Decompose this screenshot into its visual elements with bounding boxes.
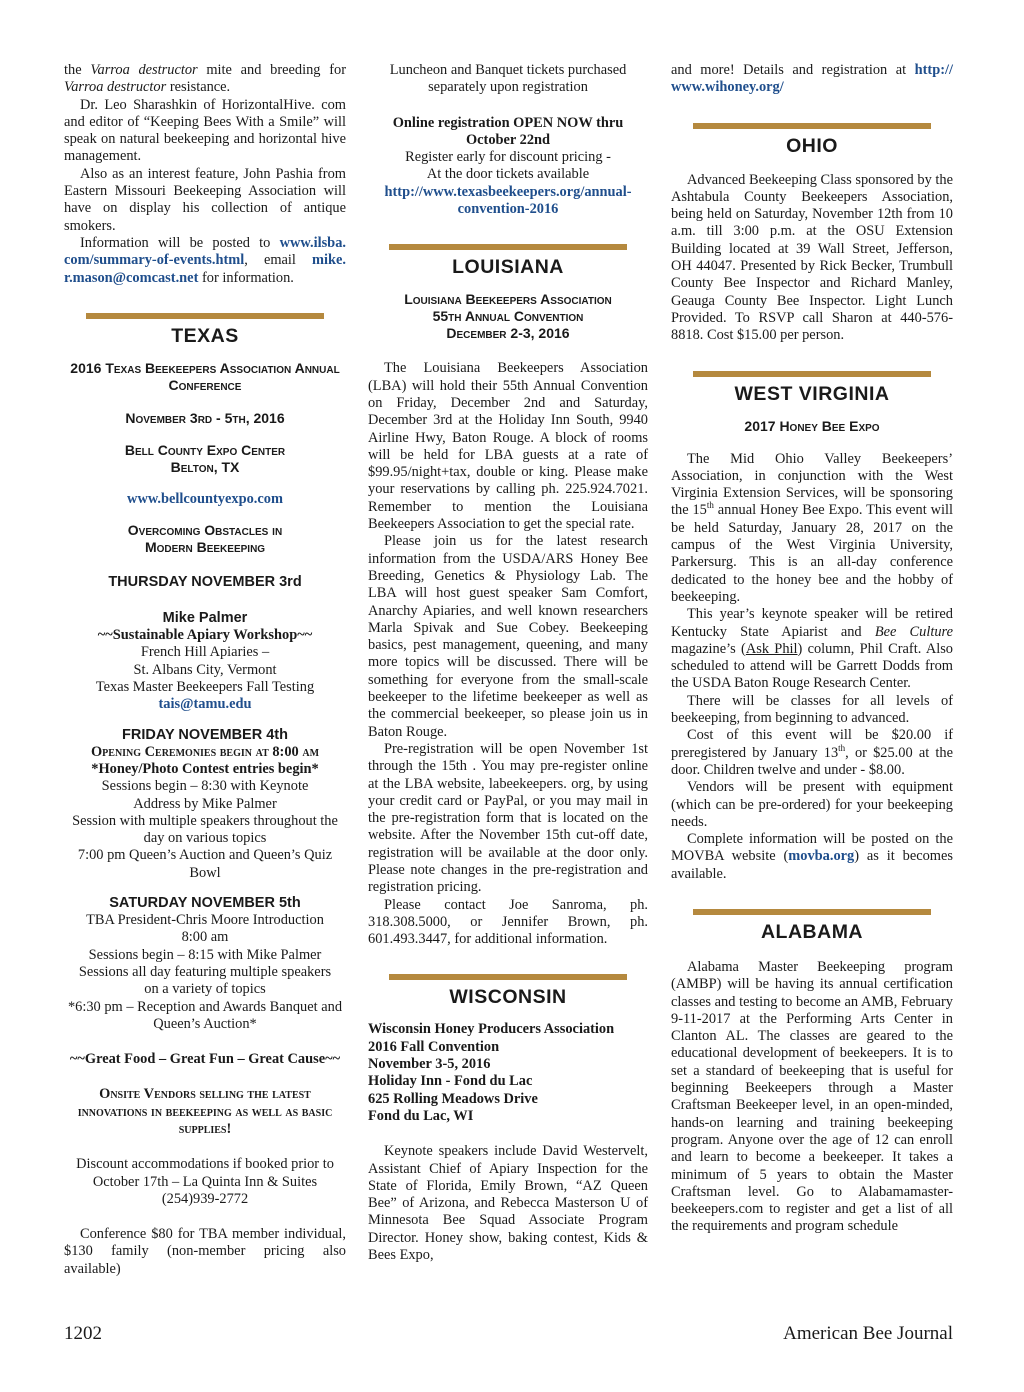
text: Complete information will be posted on the MOVBA website ( — [671, 831, 953, 865]
bellcounty-link[interactable]: www.bellcountyexpo.com — [127, 490, 283, 507]
opening-ceremonies — [64, 744, 346, 761]
friday-line-6: 7:00 pm Queen’s Auction and Queen’s Quiz Bowl — [77, 847, 333, 881]
slogan: ~~Great Food – Great Fun – Great Cause~~ — [69, 1051, 341, 1068]
wv-subtitle: 2017 Honey Bee Expo — [744, 417, 880, 434]
section-divider — [389, 244, 627, 250]
text: resistance. — [169, 79, 231, 96]
movba-link[interactable]: movba.org — [788, 848, 855, 865]
thursday-heading: THURSDAY NOVEMBER 3rd — [108, 574, 302, 591]
text: Information will be posted to — [80, 234, 271, 251]
friday-line-5: Session with multiple speakers throughout the day on various topics — [72, 812, 338, 847]
wisconsin-line-5: 625 Rolling Meadows Drive — [368, 1090, 538, 1107]
texas-city: Belton, TX — [170, 458, 240, 475]
workshop-title: ~~Sustainable Apiary Workshop~~ — [97, 627, 313, 644]
section-divider — [86, 313, 324, 319]
ohio-heading: OHIO — [786, 134, 838, 157]
apiary-name: French Hill Apiaries – — [140, 644, 270, 661]
texasbeekeepers-link[interactable]: http://www.texasbeekeepers.org/annual-convention-2016 — [384, 183, 632, 218]
saturday-line-1: TBA President-Chris Moore Introduction — [86, 912, 324, 929]
saturday-line-5: *6:30 pm – Reception and Awards Banquet and Queen’s Auction* — [67, 998, 343, 1032]
saturday-line-4: Sessions all day featuring multiple speakers on a variety of topics — [78, 963, 332, 998]
saturday-line-2: 8:00 am — [181, 929, 229, 946]
louisiana-paragraph-3: Pre-registration will be open November 1st through the 15th . You may pre-register online at the LBA website, labeekeepers. org, by using your credit card or PayPal, or you may mail in the pre-registration form that is located on the website. After the November 15th cut-off date, registration will be available at the door only. Please note changes in the pre-registration and registration pricing. — [368, 740, 648, 896]
louisiana-sub3: December 2-3, 2016 — [446, 325, 570, 342]
online-registration: Online registration OPEN NOW thru October 22nd — [392, 114, 624, 148]
friday-line-3: Sessions begin – 8:30 with Keynote — [101, 778, 309, 795]
text: for information. — [201, 269, 294, 286]
species-name: Varroa destructor — [64, 79, 167, 96]
text: Opening Ceremonies begin at — [90, 743, 269, 760]
wisconsin-line-4: Holiday Inn - Fond du Lac — [368, 1073, 533, 1090]
louisiana-heading: LOUISIANA — [452, 256, 564, 279]
text: annual Honey Bee Expo. This event will be held Saturday, January 28, 2017 on the campus of the West Virginia University, Parkersurg. This is an all-day conference dedicated to the honey bee and the hobby of beekeeping. — [671, 502, 953, 605]
ilsba-link[interactable]: www.ilsba. com/summary-of-events.html — [64, 234, 346, 269]
intro-paragraph-4 — [64, 235, 346, 287]
louisiana-sub2: 55th Annual Convention — [432, 308, 584, 325]
vendors-note: Onsite Vendors selling the latest innovations in beekeeping as well as basic supplies! — [77, 1086, 333, 1137]
cost-info: Conference $80 for TBA member individual, $130 family (non-member pricing also available) — [64, 1226, 346, 1277]
text: magazine’s ( — [671, 640, 746, 657]
text: ) as it becomes available. — [671, 848, 953, 882]
species-name: Varroa destructor — [90, 62, 198, 78]
banquet-note: Luncheon and Banquet tickets purchased separately upon registration — [389, 62, 627, 96]
wv-paragraph-3: There will be classes for all levels of beekeeping, from beginning to advanced. — [671, 692, 953, 727]
alabama-heading: ALABAMA — [760, 920, 864, 943]
wisconsin-heading: WISCONSIN — [449, 986, 567, 1009]
text: , email — [244, 252, 296, 269]
alabama-paragraph: Alabama Master Beekeeping program (AMBP) will be having its annual certification classes and testing to become an AMB, February 9-11-2017 at the Performing Arts Center in Clanton AL. The classes are geared to the educational development of beekeepers. It is to set a standard of beekeeping that is useful for beginning Beekeepers through a Master Craftsman Beekeeper level, in an open-minded, hands-on learning and training beekeeping program. Anyone over the age of 12 can enroll and learn to become a beekeeper. It takes a minimum of 5 years to obtain the Master Craftsman level. Go to Alabamamaster-beekeepers.com to register and get a list of all the requirements and program schedule — [671, 958, 953, 1235]
wv-paragraph-1 — [671, 451, 953, 607]
speaker-name: Mike Palmer — [162, 610, 248, 627]
wisconsin-paragraph: Keynote speakers include David Westervelt, Assistant Chief of Apiary Inspection for the State of Florida, Emily Brown, “AZ Queen Bee” of Arizona, and Rebecca Masterson U of Minnesota Bee Squad Associate Program Director. Honey show, baking contest, Kids & Bees Expo, — [368, 1143, 648, 1264]
city-name: St. Albans City, Vermont — [133, 661, 277, 678]
intro-paragraph-2: Dr. Leo Sharashkin of HorizontalHive. com and editor of “Keeping Bees With a Smile” will speak on natural beekeeping and horizontal hive management. — [64, 96, 346, 165]
saturday-heading: SATURDAY NOVEMBER 5th — [109, 895, 301, 912]
texas-dates: November 3rd - 5th, 2016 — [125, 409, 285, 426]
louisiana-sub1: Louisiana Beekeepers Association — [404, 291, 612, 308]
text: the — [64, 62, 82, 78]
wv-paragraph-2 — [671, 606, 953, 692]
section-divider — [693, 909, 931, 915]
text: mite and breeding for — [206, 62, 346, 78]
texas-theme: Overcoming Obstacles in Modern Beekeeping — [127, 522, 283, 556]
friday-heading: FRIDAY NOVEMBER 4th — [122, 726, 288, 743]
wisconsin-continued — [671, 62, 953, 97]
wihoney-link[interactable]: http:// www.wihoney.org/ — [671, 62, 953, 96]
column-2 — [368, 62, 648, 1264]
friday-line-4: Address by Mike Palmer — [133, 795, 277, 812]
email-link[interactable]: mike. r.mason@comcast.net — [64, 252, 346, 286]
text: The Mid Ohio Valley Beekeepers’ Association, in conjunction with the West Virginia Extension Services, will be sponsoring the 15 — [671, 450, 953, 519]
texas-heading: TEXAS — [171, 324, 239, 347]
column-name: Ask Phil — [745, 640, 798, 657]
louisiana-paragraph-1: The Louisiana Beekeepers Association (LBA) will hold their 55th Annual Convention on Friday, December 2nd and Saturday, December 3rd at the Holiday Inn South, 9940 Airline Hwy, Baton Rouge. A block of rooms will be held for LBA guests at a rate of $99.95/night+tax, double or king. Please make your reservations by calling ph. 225.924.7021. Remember to mention the Louisiana Beekeepers Association to get the special rate. — [368, 360, 648, 533]
section-divider — [389, 974, 627, 980]
tais-email-link[interactable]: tais@tamu.edu — [158, 696, 252, 713]
text: Cost of this event will be $20.00 if preregistered by January 13 — [671, 727, 953, 761]
wisconsin-line-3: November 3-5, 2016 — [368, 1056, 491, 1073]
saturday-line-3: Sessions begin – 8:15 with Mike Palmer — [88, 946, 322, 963]
intro-paragraph-1 — [64, 62, 346, 97]
wisconsin-line-1: Wisconsin Honey Producers Association — [368, 1021, 615, 1038]
magazine-name: Bee Culture — [874, 623, 953, 640]
superscript: th — [706, 500, 714, 511]
journal-name: American Bee Journal — [783, 1323, 953, 1344]
text: and more! Details and registration at — [671, 62, 907, 78]
column-3 — [671, 62, 953, 1236]
wisconsin-line-2: 2016 Fall Convention — [368, 1038, 500, 1055]
wv-paragraph-5: Vendors will be present with equipment (which can be pre-ordered) for your beekeeping needs. — [671, 779, 953, 830]
texas-venue: Bell County Expo Center — [124, 441, 286, 458]
wisconsin-line-6: Fond du Lac, WI — [368, 1107, 474, 1124]
intro-paragraph-3: Also as an interest feature, John Pashia from Eastern Missouri Beekeeping Association will have on display his collection of antique smokers. — [64, 165, 346, 234]
section-divider — [693, 123, 931, 129]
text: 8:00 — [272, 743, 299, 760]
early-registration: Register early for discount pricing - — [405, 149, 611, 166]
door-tickets: At the door tickets available — [426, 166, 590, 183]
page-number: 1202 — [64, 1323, 102, 1344]
contest-entries: *Honey/Photo Contest entries begin* — [91, 760, 319, 777]
text: ) column, Phil Craft. Also scheduled to attend will be Garrett Dodds from the USDA Baton Rouge Research Center. — [671, 640, 954, 692]
wv-paragraph-4 — [671, 727, 953, 779]
text: am — [302, 743, 320, 760]
texas-subtitle: 2016 Texas Beekeepers Association Annual Conference — [70, 359, 340, 393]
west-virginia-heading: WEST VIRGINIA — [734, 382, 890, 405]
louisiana-paragraph-4: Please contact Joe Sanroma, ph. 318.308.5000, or Jennifer Brown, ph. 601.493.3447, for additional information. — [368, 896, 648, 948]
wv-paragraph-6 — [671, 831, 953, 883]
section-divider — [693, 371, 931, 377]
lodging-info: Discount accommodations if booked prior to October 17th – La Quinta Inn & Suites (254)939-2772 — [76, 1156, 334, 1207]
text: This year’s keynote speaker will be retired Kentucky State Apiarist and — [671, 606, 953, 640]
louisiana-paragraph-2: Please join us for the latest research information from the USDA/ARS Honey Bee Breeding, Genetics & Physiology Lab. The LBA will host guest speaker Sam Comfort, Anarchy Apiaries, and well known researchers Marla Spivak and Sue Cobey. Beekeeping basics, pest management, queening, and many more topics will be discussed. There will be something for everyone from the small-scale beekeeper to the lifetime beekeeper as well as the commercial beekeeper, so please join us in Baton Rouge. — [368, 533, 648, 740]
superscript: th — [838, 742, 846, 753]
ohio-paragraph: Advanced Beekeeping Class sponsored by the Ashtabula County Beekeepers Association, being held on Saturday, November 12th from 10 a.m. till 3:00 p.m. at the OSU Extension Building located at 39 Wall Street, Jefferson, OH 44047. Presented by Rick Becker, Trumbull County Bee Inspector and Richard Manley, Geauga County Bee Inspector. Light Lunch Provided. To RSVP call Sharon at 440-576-8818. Cost $15.00 per person. — [671, 171, 953, 344]
testing-info: Texas Master Beekeepers Fall Testing — [95, 679, 315, 696]
column-1 — [64, 62, 346, 1278]
text: , or $25.00 at the door. Children twelve and under - $8.00. — [671, 744, 953, 778]
